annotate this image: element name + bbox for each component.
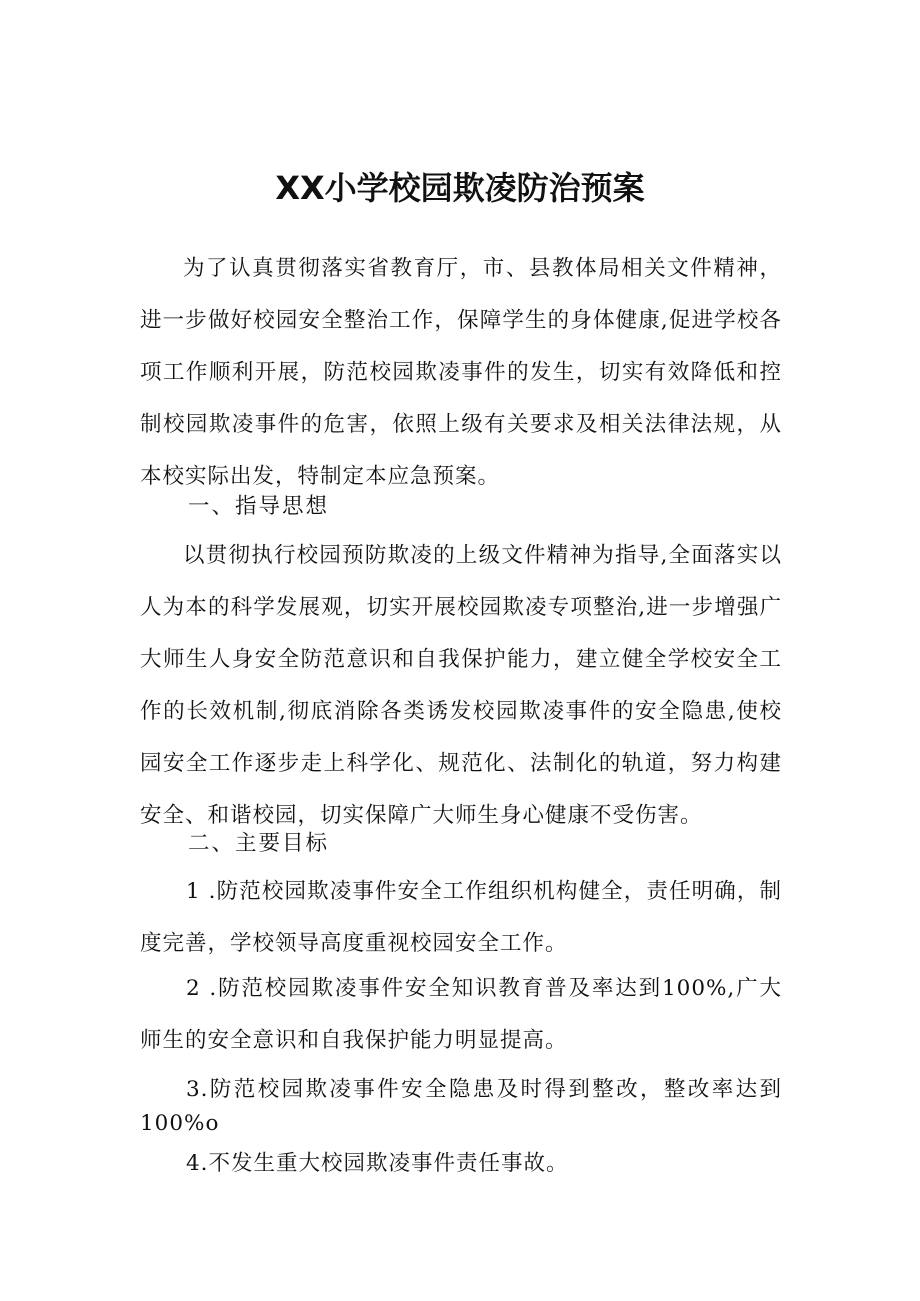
intro-paragraph: 为了认真贯彻落实省教育厅，市、县教体局相关文件精神，进一步做好校园安全整治工作，保障学生的身体健康,促进学校各项工作顺利开展，防范校园欺凌事件的发生，切实有效降低和控制校园欺凌事件的危害，依照上级有关要求及相关法律法规，从本校实际出发，特制定本应急预案。 [140,256,782,489]
goal-item-2: 2 .防范校园欺凌事件安全知识教育普及率达到100%,广大师生的安全意识和自我保护能力明显提高。 [140,976,782,1053]
section-heading-main-goals: 二、主要目标 [188,831,330,856]
goal-item-4: 4.不发生重大校园欺凌事件责任事故。 [186,1151,569,1176]
goal-item-1: 1 .防范校园欺凌事件安全工作组织机构健全，责任明确，制度完善，学校领导高度重视校园安全工作。 [140,879,782,956]
guiding-ideology-paragraph: 以贯彻执行校园预防欺凌的上级文件精神为指导,全面落实以人为本的科学发展观，切实开展校园欺凌专项整治,进一步增强广大师生人身安全防范意识和自我保护能力，建立健全学校安全工作的长效机制,彻底消除各类诱发校园欺凌事件的安全隐患,使校园安全工作逐步走上科学化、规范化、法制化的轨道，努力构建安全、和谐校园，切实保障广大师生身心健康不受伤害。 [140,543,782,828]
section-heading-guiding-ideology: 一、指导思想 [188,494,330,519]
goal-item-3: 3.防范校园欺凌事件安全隐患及时得到整改，整改率达到100%o [140,1077,782,1136]
document-title: XX小学校园欺凌防治预案 [275,169,645,207]
